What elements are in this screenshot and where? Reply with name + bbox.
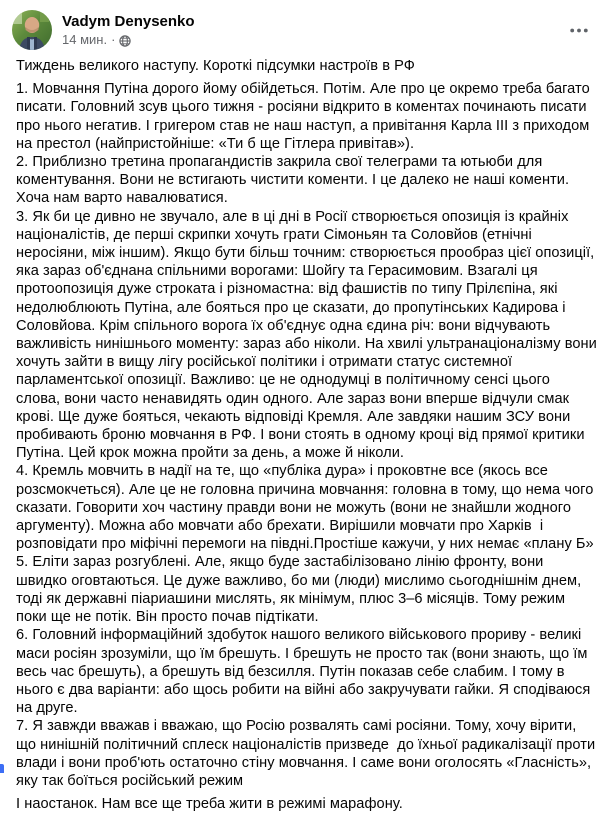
post-paragraph-3: 3. Як би це дивно не звучало, але в ці дні в Росії створюється опозиція із крайніх націоналістів, де перші скрипки хочуть грати Сімоньян та Соловйов (етнічні неросіяни, між іншим). Якщо бути більш точним: створюється прообраз цієї опозиції, яка зараз об'єднана спільними ворогами: Шойгу та Герасимовим. Взагалі ця протоопозиція дуже строката і різномастна: від фашистів по типу Прілєпіна, які недолюблюють Путіна, але бояться про це сказати, до пропутінських Кадирова і Соловйова. Крім спільного ворога їх об'єднує одна єдина річ: вони відчувають важливість нинішнього моменту: зараз або ніколи. На хвилі ультранаціоналізму вони хочуть зайти в вищу лігу російської політики і отримати статус системної парламентської опозиції. Важливо: це не однодумці в політичному сенсі цього слова, вони часто ненавидять один одного. Але зараз вони вперше відчули смак крові. Ще дуже бояться, чекають відповіді Кремля. Але завдяки нашим ЗСУ вони пробивають броню мовчання в РФ. І вони стоять в одному кроці від прямої критики Путіна. Цей крок можна пройти за день, а може й ніколи.: [16, 208, 601, 462]
bottom-left-blue-artifact: [0, 764, 4, 773]
post-paragraph-5: 5. Еліти зараз розгублені. Але, якщо буде застабілізовано лінію фронту, вони швидко оговтаються. Це дуже важливо, бо ми (люди) мислимо сьогоднішнім днем, тоді як державні піариашини мислять, як мінімум, плюс 3–6 місяців. Тому режим поки ще не потік. Він просто почав підтікати.: [16, 554, 586, 626]
post-paragraph-4: 4. Кремль мовчить в надії на те, що «публіка дура» і проковтне все (якось все розсмокчеться). Але це не головна причина мовчання: головна в тому, що нема чого сказати. Говорити хоч частину правди вони не можуть (вони не знайшли жодного аргументу). Можна або мовчати або брехати. Вирішили мовчати про Харків і розповідати про міфічні перемоги на півдні.Простіше кажучи, у них немає «плану Б»: [16, 463, 598, 553]
post-paragraph-2: 2. Приблизно третина пропагандистів закрила свої телеграми та ютьюби для коментування. Вони не встигають чистити коменти. І це далеко не наші коменти. Хоча нам варто навалюватися.: [16, 154, 574, 207]
post-body: [0, 50, 613, 813]
author-name[interactable]: Vadym Denysenko: [62, 13, 195, 30]
avatar[interactable]: [12, 10, 52, 50]
avatar-photo: [12, 10, 52, 50]
three-dots-icon: [570, 28, 588, 33]
timestamp[interactable]: 14 мин.: [62, 32, 108, 47]
more-options-button[interactable]: [563, 18, 595, 42]
post-paragraph-7: 7. Я завжди вважав і вважаю, що Росію розвалять самі росіяни. Тому, хочу вірити, що нинішній політичний сплеск націоналістів призведе до їхньої радикалізації проти влади і вони проб'ють остаточно стіну мовчання. І саме вони оголосять «Гласність», яку так боїться російський режим: [16, 718, 600, 789]
post-header: [0, 0, 613, 50]
globe-icon: [119, 35, 131, 47]
post-closing-line: І наостанок. Нам все ще треба жити в режимі марафону.: [16, 796, 403, 813]
header-text: [62, 10, 195, 48]
post-title: Тиждень великого наступу. Короткі підсумки настроїв в РФ: [16, 58, 415, 74]
post-paragraph-1: 1. Мовчання Путіна дорого йому обійдеться. Потім. Але про це окремо треба багато писати. Головний зсув цього тижня - росіяни відкрито в коментах починають писати про нього негатив. І григером став не наш наступ, а привітання Карла III з приходом на престол (найпристойніше: «Ти б ще Гітлера привітав»).: [16, 81, 594, 152]
post-paragraph-6: 6. Головний інформаційний здобуток нашого великого військового прориву - великі маси росіян зрозуміли, що їм брешуть. І брешуть не просто так (вони знають, що їм весь час брешуть), а брешуть від безсилля. Путін показав себе слабим. І тому в нього є два варіанти: або щось робити на війні або закручувати гайки. Я сподіваюся на друге.: [16, 627, 595, 717]
post-meta: [62, 32, 195, 48]
meta-separator: ·: [111, 32, 116, 47]
